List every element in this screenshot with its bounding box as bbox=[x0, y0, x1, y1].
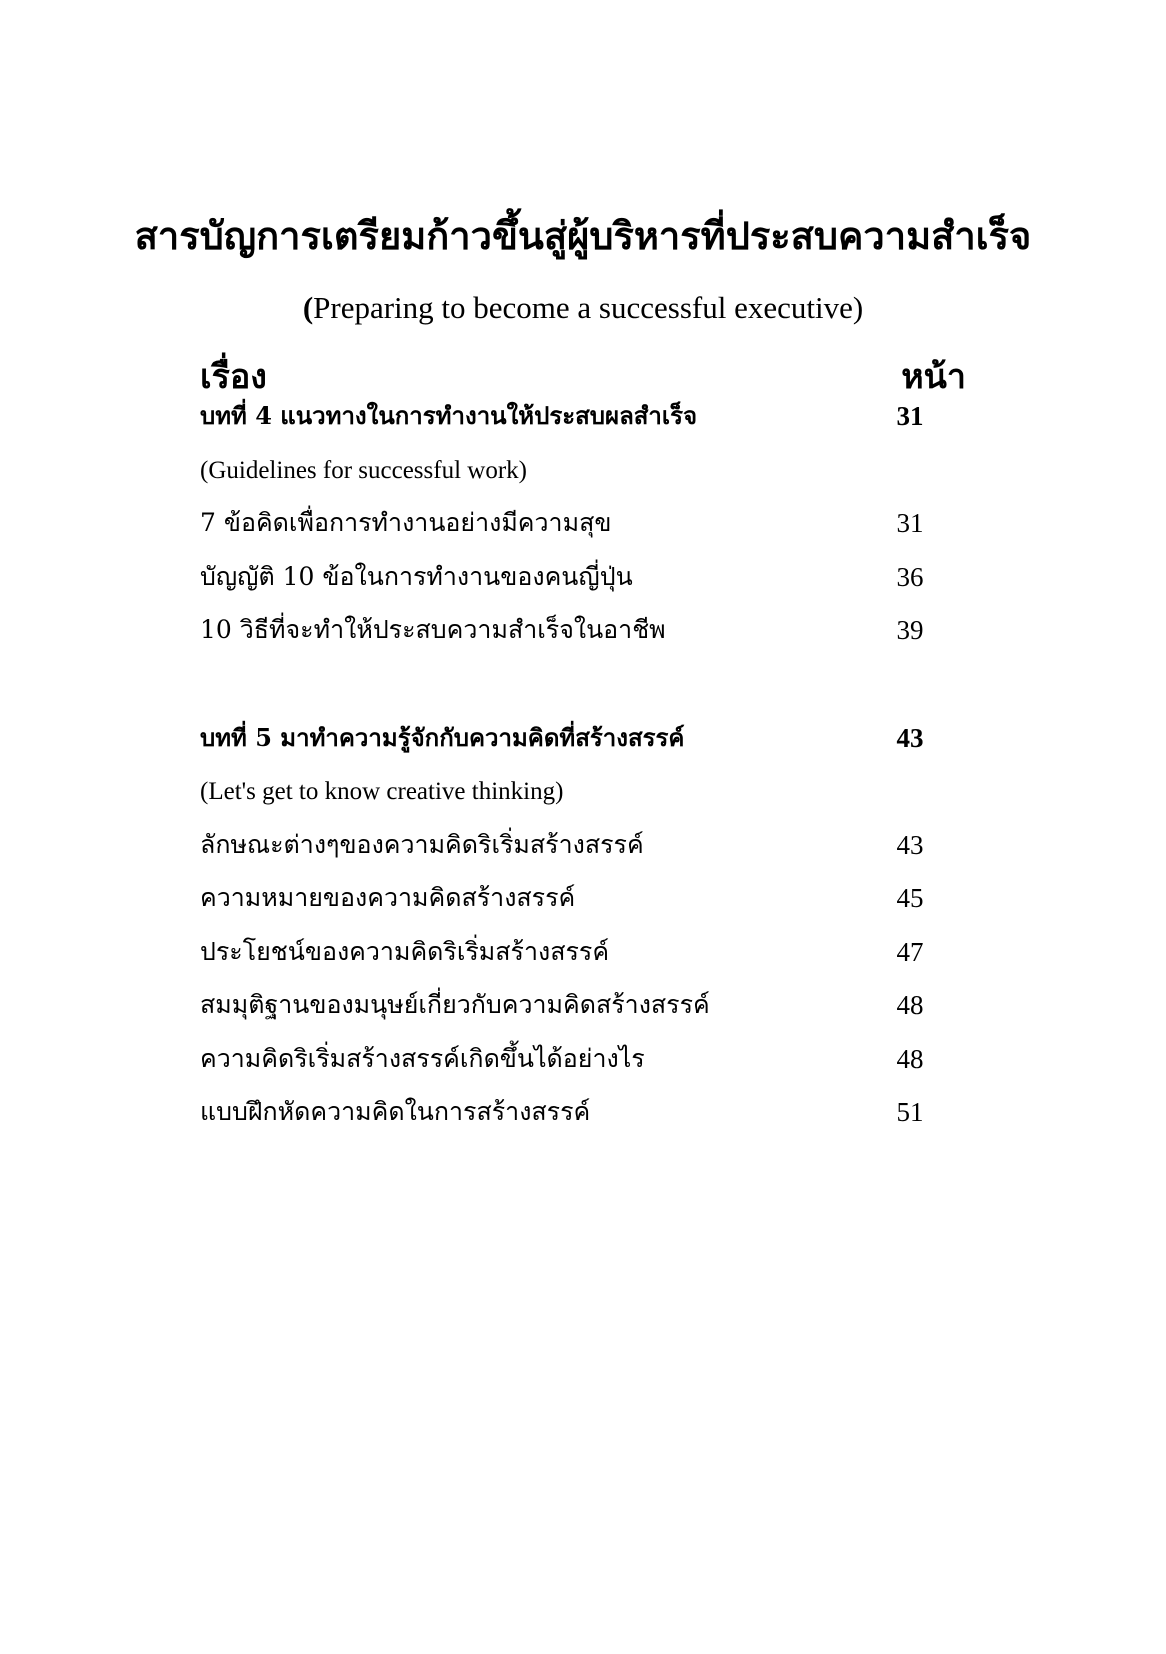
chapter-subtitle-english: (Let's get to know creative thinking) bbox=[200, 778, 564, 805]
entry-label: 7 ข้อคิดเพื่อการทำงานอย่างมีความสุข bbox=[200, 508, 612, 537]
toc-chapter-5 bbox=[200, 718, 940, 758]
entry-page-number: 51 bbox=[896, 1097, 924, 1127]
toc-entry bbox=[200, 610, 940, 650]
toc-chapter-4 bbox=[200, 396, 940, 436]
entry-page-number: 48 bbox=[896, 1044, 924, 1074]
entry-label: ประโยชน์ของความคิดริเริ่มสร้างสรรค์ bbox=[200, 937, 610, 966]
toc-entry bbox=[200, 878, 940, 918]
toc-title-english bbox=[0, 288, 1166, 328]
entry-page-number: 45 bbox=[896, 883, 924, 913]
title-english-text: Preparing to become a successful executive) bbox=[313, 290, 864, 325]
entry-label: บัญญัติ 10 ข้อในการทำงานของคนญี่ปุ่น bbox=[200, 562, 633, 591]
column-header-topic: เรื่อง bbox=[200, 357, 267, 397]
toc-chapter-5-subtitle bbox=[200, 772, 940, 812]
entry-page-number: 47 bbox=[896, 937, 924, 967]
toc-entry bbox=[200, 932, 940, 972]
toc-chapter-4-subtitle bbox=[200, 451, 940, 491]
title-english-open-paren: ( bbox=[302, 290, 314, 325]
toc-entry bbox=[200, 1039, 940, 1079]
column-header-page: หน้า bbox=[901, 357, 966, 397]
toc-entry bbox=[200, 825, 940, 865]
entry-label: ลักษณะต่างๆของความคิดริเริ่มสร้างสรรค์ bbox=[200, 830, 644, 859]
entry-label: 10 วิธีที่จะทำให้ประสบความสำเร็จในอาชีพ bbox=[200, 615, 666, 644]
toc-entry bbox=[200, 557, 940, 597]
toc-entry bbox=[200, 1092, 940, 1132]
chapter-title: บทที่ 5 มาทำความรู้จักกับความคิดที่สร้างสรรค์ bbox=[200, 723, 685, 752]
entry-page-number: 39 bbox=[896, 615, 924, 645]
toc-entry bbox=[200, 985, 940, 1025]
entry-label: ความคิดริเริ่มสร้างสรรค์เกิดขึ้นได้อย่างไร bbox=[200, 1044, 645, 1073]
entry-label: ความหมายของความคิดสร้างสรรค์ bbox=[200, 883, 576, 912]
chapter-subtitle-english: (Guidelines for successful work) bbox=[200, 457, 527, 484]
toc-title-thai: สารบัญการเตรียมก้าวขึ้นสู่ผู้บริหารที่ประสบความสำเร็จ bbox=[134, 213, 1032, 258]
entry-page-number: 43 bbox=[896, 830, 924, 860]
entry-page-number: 48 bbox=[896, 990, 924, 1020]
chapter-page-number: 43 bbox=[896, 723, 924, 753]
chapter-page-number: 31 bbox=[896, 401, 924, 431]
entry-label: สมมุติฐานของมนุษย์เกี่ยวกับความคิดสร้างสรรค์ bbox=[200, 990, 710, 1019]
entry-label: แบบฝึกหัดความคิดในการสร้างสรรค์ bbox=[200, 1097, 591, 1126]
toc-entry bbox=[200, 503, 940, 543]
chapter-title: บทที่ 4 แนวทางในการทำงานให้ประสบผลสำเร็จ bbox=[200, 401, 698, 430]
entry-page-number: 31 bbox=[896, 508, 924, 538]
entry-page-number: 36 bbox=[896, 562, 924, 592]
